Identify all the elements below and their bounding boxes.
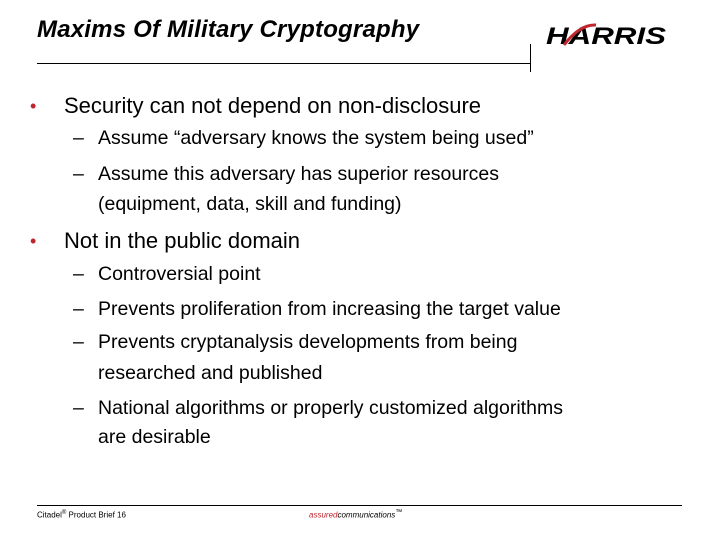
sub-bullet: – Controversial point: [73, 263, 261, 285]
logo-text: HARRIS: [546, 23, 666, 48]
bullet-1: • Security can not depend on non-disclosure: [30, 93, 482, 118]
footer-tagline: assuredcommunications™: [309, 509, 403, 520]
sub-bullet: – National algorithms or properly customized algorithms: [73, 397, 563, 419]
bullet-dot: •: [30, 231, 37, 251]
footer-product-brief: Citadel® Product Brief 16: [37, 510, 126, 520]
bullet-2: • Not in the public domain: [30, 228, 301, 253]
slide-title: Maxims Of Military Cryptography: [37, 16, 420, 43]
sub-bullet-continuation: (equipment, data, skill and funding): [98, 193, 402, 215]
sub-bullet: – Prevents proliferation from increasing the target value: [73, 298, 561, 320]
sub-bullet: – Assume this adversary has superior resources: [73, 163, 499, 185]
title-underline: [37, 63, 531, 64]
harris-logo: [546, 22, 668, 48]
bullet-dot: •: [30, 96, 37, 116]
sub-bullet-continuation: researched and published: [98, 362, 323, 384]
sub-bullet: – Prevents cryptanalysis developments from being: [73, 331, 518, 353]
title-divider: [530, 44, 531, 72]
footer-rule: [37, 505, 682, 506]
sub-bullet: – Assume “adversary knows the system being used”: [73, 127, 534, 149]
sub-bullet-continuation: are desirable: [98, 426, 211, 448]
